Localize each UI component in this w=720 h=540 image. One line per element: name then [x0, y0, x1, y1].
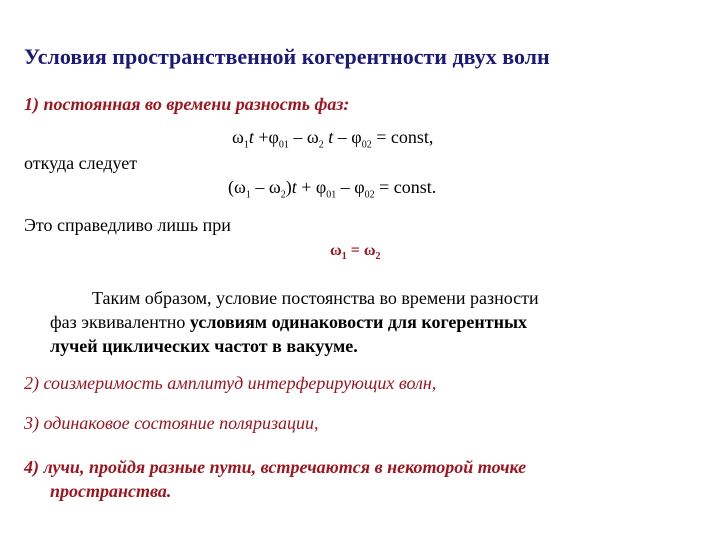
slide-title: Условия пространственной когерентности двух волн: [24, 44, 550, 69]
omega-equality: $\omega_1 = \omega_2$: [330, 242, 381, 263]
condition-4: 4) лучи, пройдя разные пути, встречаются в некоторой точке пространства.: [24, 457, 527, 501]
condition-3: 3) одинаковое состояние поляризации,: [24, 413, 319, 433]
equation-derived: $(\omega_1 - \omega_2)t + \varphi_{01} - \varphi_{02}$ = const.: [228, 177, 437, 201]
summary-paragraph: Таким образом, условие постоянства во времени разности фаз эквивалентно условиям одинаковости для когерентных лучей циклических частот в вакууме.: [50, 288, 539, 356]
follows-text: откуда следует: [24, 153, 138, 173]
condition-1: 1) постоянная во времени разность фаз:: [24, 94, 350, 114]
condition-2: 2) соизмеримость амплитуд интерферирующих волн,: [24, 373, 437, 393]
equation-phase-difference: $\omega_1t +\varphi_{01} - \omega_2$ t – $\varphi_{02}$ = const,: [232, 127, 434, 151]
valid-only-text: Это справедливо лишь при: [24, 215, 231, 235]
